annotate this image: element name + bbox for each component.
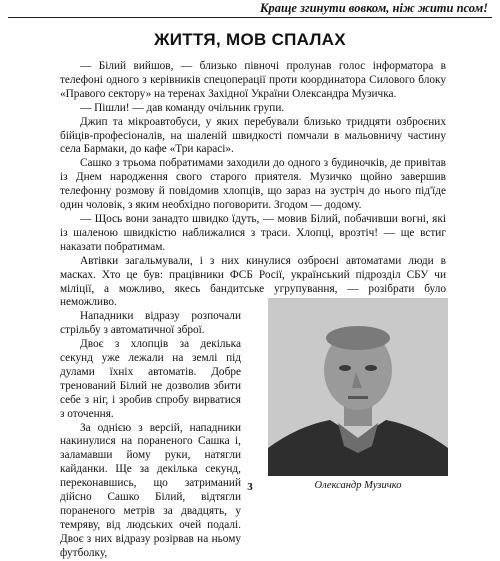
header-divider xyxy=(8,17,492,18)
portrait-illustration xyxy=(268,298,448,476)
article-title: ЖИТТЯ, МОВ СПАЛАХ xyxy=(154,30,346,49)
running-header xyxy=(0,0,500,16)
photo-caption: Олександр Музичко xyxy=(314,480,402,491)
paragraph: Автівки загальмували, і з них кинулися озброєні автоматами люди в масках. Хто це був: працівники ФСБ Росії, український підрозділ СБУ чи міліції, а можливо, якесь бандитське угрупування, — розібрати було неможливо. xyxy=(60,254,446,309)
paragraph: За однією з версій, нападники накинулися на пораненого Сашка і, заламавши йому руки, натягли кайданки. Ще за декілька секунд, переконавшись, що затриманий дійсно Сашко Білий, відтягли пораненого метрів за двадцять, у темряву, від людських очей подалі. Двоє з них відразу розірвав на ньому футболку, xyxy=(60,421,241,559)
portrait-photo xyxy=(268,298,448,476)
paragraph: — Пішли! — дав команду очільник групи. xyxy=(80,101,285,114)
paragraph: Джип та мікроавтобуси, у яких перебували близько тридцяти озброєних бійців-професіоналів, на шаленій швидкості помчали в мальовничу частину села Бармаки, до кафе «Три карасі». xyxy=(60,115,446,156)
paragraph: Двоє з хлопців за декілька секунд уже лежали на землі під дулами їхніх автоматів. Добре тренований Білий не дозволив збити себе з ніг, і зробив спробу вирватися з оточення. xyxy=(60,338,241,420)
paragraph: — Щось вони занадто швидко їдуть, — мовив Білий, побачивши вогні, які із шаленою швидкістю наближалися з траси. Хлопці, врозтіч! — ще встиг наказати побратимам. xyxy=(60,212,446,253)
page-number: 3 xyxy=(247,481,253,493)
running-header-text: Краще згинути вовком, ніж жити псом! xyxy=(260,1,488,15)
paragraph: Нападники відразу розпочали стрільбу з автоматичної зброї. xyxy=(60,310,241,337)
paragraph: — Білий вийшов, — близько півночі пролунав голос інформатора в телефоні одного з керівників спецоперації проти координатора Силового блоку «Правого сектору» на теренах Західної України Олександра Музичка. xyxy=(60,60,446,100)
paragraph: Сашко з трьома побратимами заходили до одного з будиночків, де привітав із Днем народження свого старого приятеля. Музичко щойно завершив телефонну розмову й повідомив хлопців, що зараз на зустріч до нього під'їде один чоловік, з яким необхідно поговорити. Згодом — додому. xyxy=(60,157,446,212)
